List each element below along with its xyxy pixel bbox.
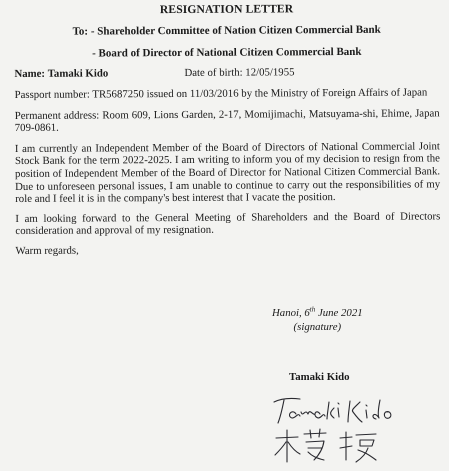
approval-paragraph: I am looking forward to the General Meeting of Shareholders and the Board of Directors consideration and approval of my resignation.: [15, 210, 441, 238]
place-date-block: [272, 302, 363, 334]
name-field: [14, 67, 184, 80]
date-of-birth: Date of birth: 12/05/1955: [184, 66, 295, 79]
date-ordinal-suffix: th: [309, 305, 316, 313]
passport-paragraph: Passport number: TR5687250 issued on 11/03/2016 by the Ministry of Foreign Affairs of Japan: [14, 86, 428, 101]
letter-title: RESIGNATION LETTER: [159, 2, 294, 17]
secondary-addressee-line: - Board of Director of National Citizen Commercial Bank: [92, 45, 362, 60]
name-value: Tamaki Kido: [47, 67, 109, 80]
handwritten-signature: [268, 390, 408, 468]
letter-body: [14, 1, 441, 257]
place-date: Hanoi, 6th June 2021: [272, 305, 363, 319]
signature-note: (signature): [293, 320, 342, 333]
name-label: Name:: [14, 67, 46, 80]
personal-info-row: [14, 65, 439, 80]
addressee-line: To: - Shareholder Committee of Nation Citizen Commercial Bank: [72, 23, 381, 38]
closing-salutation: Warm regards,: [15, 244, 79, 257]
resignation-paragraph: I am currently an Independent Member of the Board of Directors of National Commercial Joint Stock Bank for the term 2022-2025. I am writing to inform you of my decision to resign from the position of Independent Member of the Board of Director for National Citizen Commercial Bank. Due to unforeseen personal issues, I am unable to continue to carry out the responsibilities of my role and I feel it is in the company's best interest that I vacate the position.: [14, 140, 441, 206]
signer-name: Tamaki Kido: [289, 371, 350, 383]
address-paragraph: Permanent address: Room 609, Lions Garden, 2-17, Momijimachi, Matsuyama-shi, Ehime, Japan 709-0861.: [14, 106, 440, 135]
